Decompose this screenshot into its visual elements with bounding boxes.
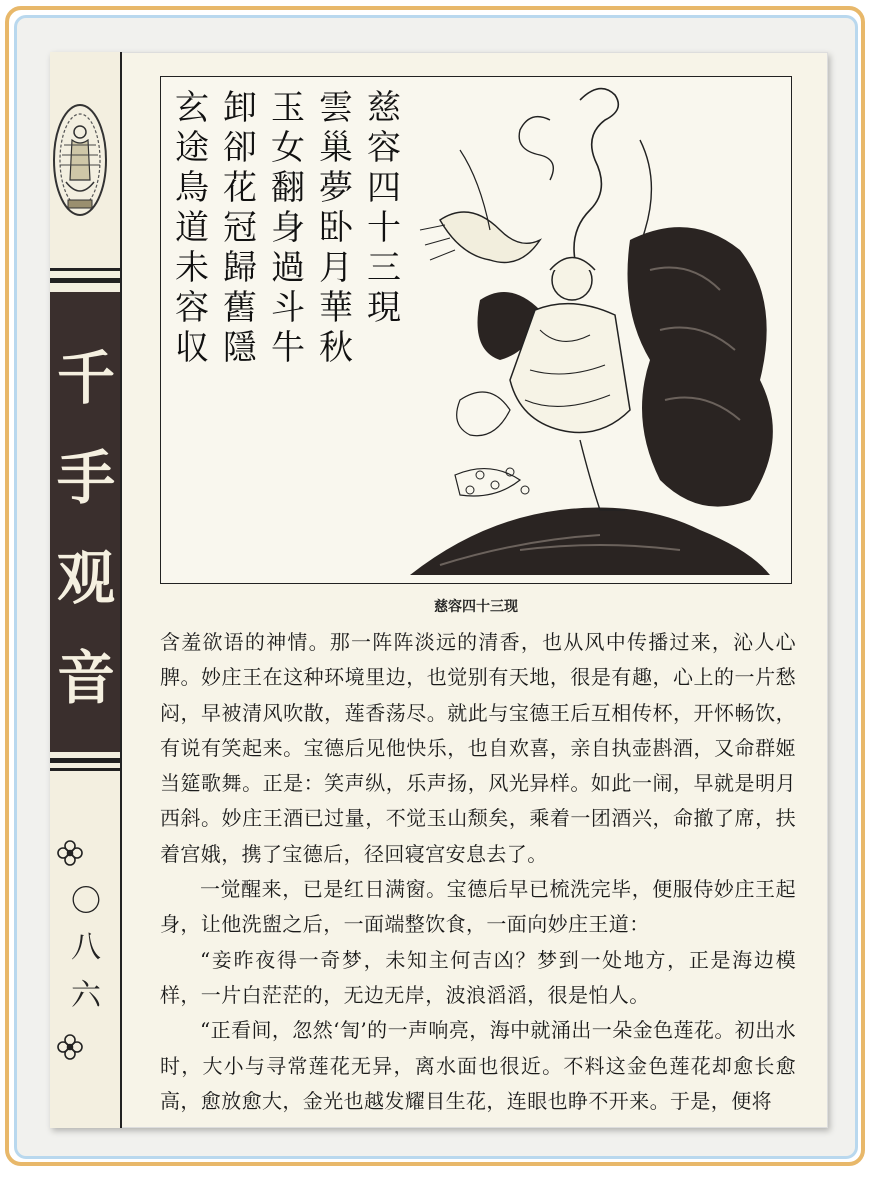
poem-column: 雲巢夢卧月華秋	[319, 88, 353, 368]
page-number-digit: 〇	[71, 884, 101, 919]
spine-title-char: 手	[56, 444, 115, 512]
paragraph: “妾昨夜得一奇梦，未知主何吉凶？梦到一处地方，正是海边模样，一片白茫茫的，无边无岸，波浪滔滔，很是怕人。	[160, 947, 796, 1007]
illustration-caption: 慈容四十三现	[434, 599, 518, 615]
poem-column: 玉女翻身過斗牛	[271, 88, 305, 368]
poem-column: 玄途鳥道未容収	[175, 88, 209, 368]
spine-rule	[50, 278, 120, 283]
page-number-digit: 八	[71, 930, 101, 965]
poem-column: 慈容四十三現	[367, 88, 401, 328]
spine-rule	[50, 268, 120, 271]
poem-column: 卸卻花冠歸舊隱	[223, 88, 257, 368]
paragraph: “正看间，忽然‘訇’的一声响亮，海中就涌出一朵金色莲花。初出水时，大小与寻常莲花无异，离水面也很近。不料这金色莲花却愈长愈高，愈放愈大，金光也越发耀目生花，连眼也睁不开来。于是，便将	[160, 1018, 796, 1113]
flower-ornament-icon	[55, 1032, 85, 1062]
spine-rule	[50, 768, 120, 771]
page-number-digit: 六	[71, 978, 101, 1013]
spine-title-char: 观	[56, 544, 115, 612]
paragraph: 一觉醒来，已是红日满窗。宝德后早已梳洗完毕，便服侍妙庄王起身，让他洗盥之后，一面端整饮食，一面向妙庄王道：	[160, 877, 796, 937]
spine-title-char: 音	[56, 644, 115, 712]
paragraph: 含羞欲语的神情。那一阵阵淡远的清香，也从风中传播过来，沁人心脾。妙庄王在这种环境里边，也觉别有天地，很是有趣，心上的一片愁闷，早被清风吹散，莲香荡尽。就此与宝德王后互相传杯，开怀畅饮，有说有笑起来。宝德后见他快乐，也自欢喜，亲自执壶斟酒，又命群姬当筵歌舞。正是：笑声纵，乐声扬，风光异样。如此一闹，早就是明月西斜。妙庄王酒已过量，不觉玉山颓矣，乘着一团酒兴，命撤了席，扶着宫娥，携了宝德后，径回寝宫安息去了。	[160, 630, 796, 866]
body-text	[160, 625, 796, 1119]
flower-ornament-icon	[55, 838, 85, 868]
spine-rule	[50, 758, 120, 763]
guanyin-emblem-icon	[50, 100, 110, 220]
guanyin-illustration	[400, 80, 790, 580]
spine-title-char: 千	[56, 344, 115, 412]
